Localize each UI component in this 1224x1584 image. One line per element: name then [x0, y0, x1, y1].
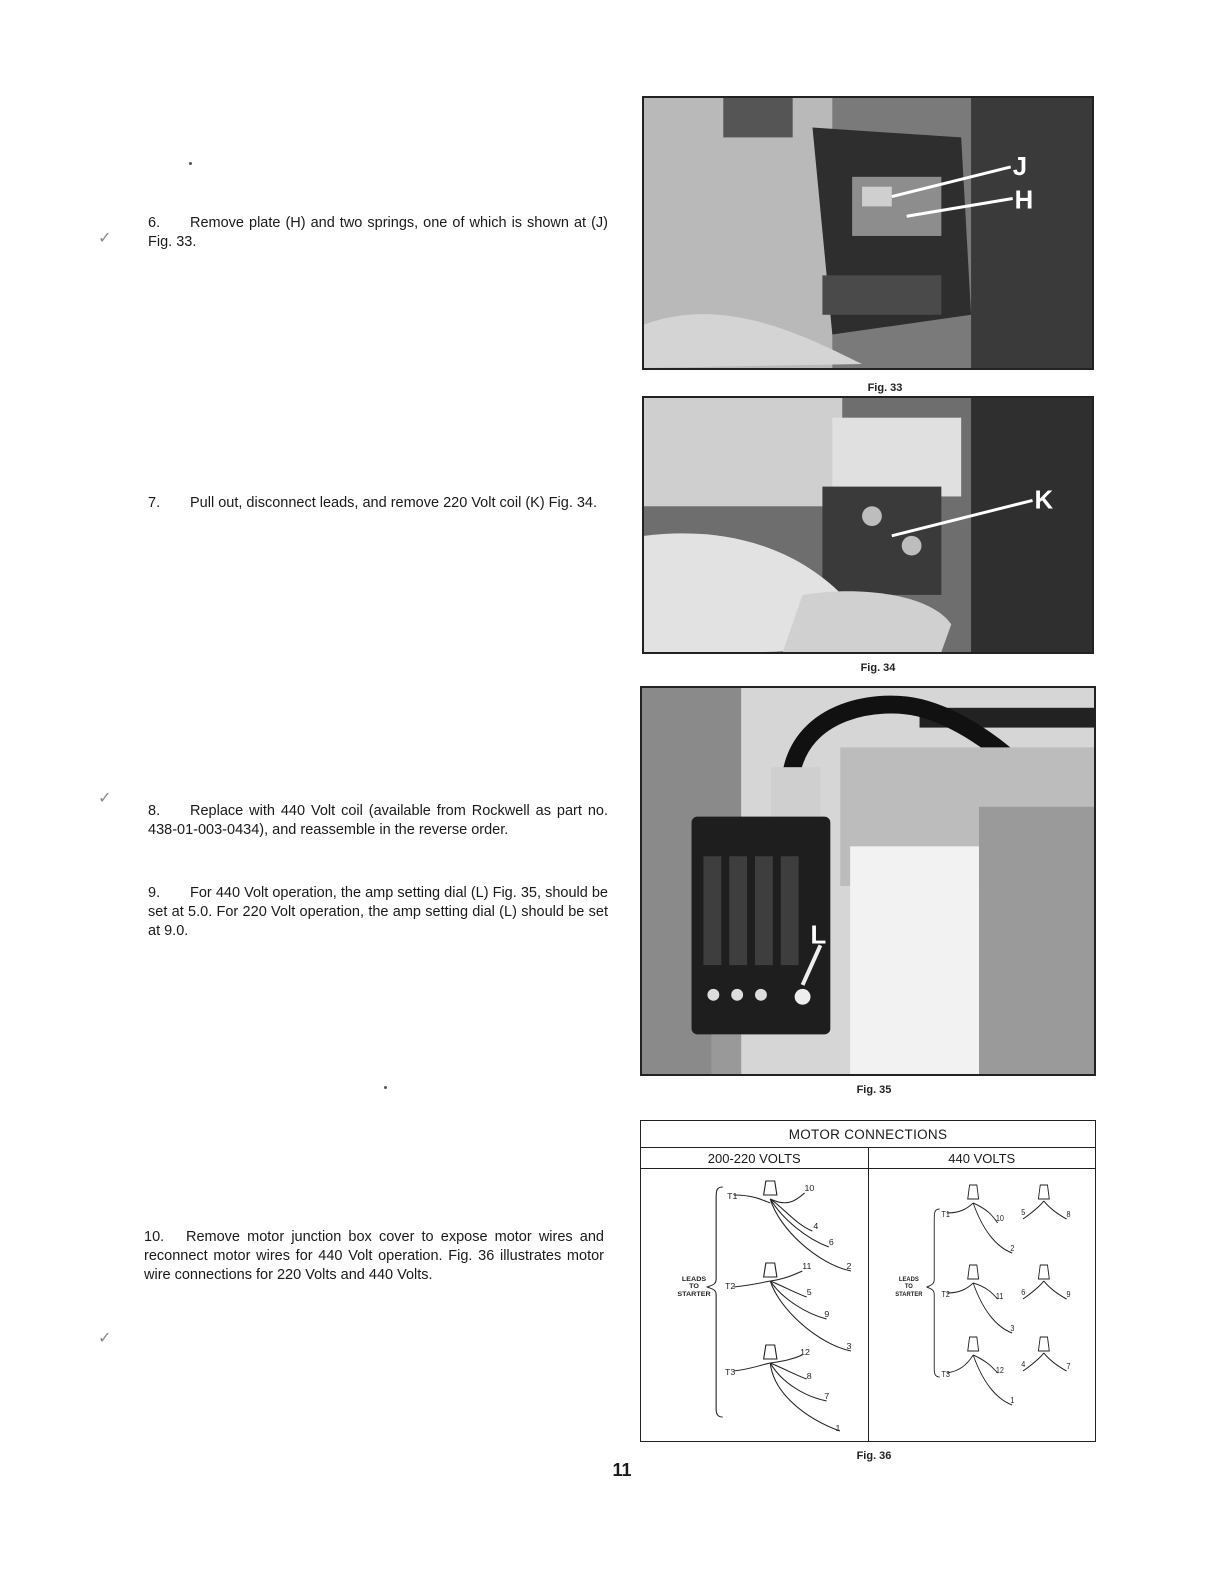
wire-label: 10 [995, 1213, 1004, 1224]
step-text: Pull out, disconnect leads, and remove 220 Volt coil (K) Fig. 34. [190, 495, 598, 511]
wire-label: 7 [824, 1391, 830, 1401]
wire-label: 8 [1066, 1209, 1071, 1220]
margin-check-mark: ✓ [98, 230, 112, 247]
wire-label: 6 [1020, 1287, 1025, 1298]
callout-k: K [1034, 486, 1054, 515]
wire-label: 4 [813, 1221, 819, 1231]
step-number: 9. [148, 885, 161, 901]
fig-34-caption: Fig. 34 [860, 662, 896, 674]
fig-34-photo [642, 396, 1094, 654]
callout-l: L [810, 921, 827, 950]
wire-label: T1 [940, 1209, 950, 1220]
wire-label: 2 [1009, 1243, 1014, 1254]
fig-33-caption: Fig. 33 [867, 382, 903, 394]
motor-connections-table [640, 1120, 1096, 1442]
leads-label: TO [689, 1283, 699, 1290]
wire-label: 10 [804, 1183, 815, 1193]
step-text: Remove plate (H) and two springs, one of which is shown at (J) Fig. 33. [148, 215, 608, 250]
step-9 [148, 884, 608, 941]
step-text: Replace with 440 Volt coil (available from Rockwell as part no. 438-01-003-0434), and reassemble in the reverse order. [148, 803, 608, 838]
wire-label: T2 [940, 1289, 950, 1300]
wire-label: T2 [724, 1281, 736, 1291]
stray-dot [189, 162, 192, 165]
step-number: 10. [144, 1229, 165, 1245]
wire-label: T3 [724, 1367, 736, 1377]
wire-label: 4 [1020, 1359, 1025, 1370]
wire-label: 1 [835, 1423, 841, 1433]
wire-label: 6 [828, 1237, 834, 1247]
column-header-220: 200-220 VOLTS [641, 1148, 869, 1168]
fig-35-caption: Fig. 35 [856, 1084, 892, 1096]
leads-label: STARTER [677, 1291, 711, 1298]
step-number: 8. [148, 803, 161, 819]
wire-label: 1 [1009, 1395, 1014, 1406]
step-text: Remove motor junction box cover to expose motor wires and reconnect motor wires for 440 Volt operation. Fig. 36 illustrates motor wire connections for 220 Volts and 440 Volts. [144, 1229, 604, 1283]
leads-label: TO [904, 1282, 913, 1291]
step-text: For 440 Volt operation, the amp setting dial (L) Fig. 35, should be set at 5.0. For 220 Volt operation, the amp setting dial (L) should be set at 9.0. [148, 885, 608, 939]
margin-check-mark: ✓ [98, 1330, 112, 1347]
leads-label: STARTER [894, 1290, 923, 1299]
fig-35-photo [640, 686, 1096, 1076]
wire-label: 12 [800, 1347, 810, 1357]
wire-label: 7 [1066, 1361, 1071, 1372]
page-number: 11 [612, 1460, 632, 1480]
wire-label: 5 [806, 1287, 812, 1297]
wiring-diagram-440 [869, 1169, 1096, 1441]
step-6 [148, 214, 608, 252]
step-7 [148, 494, 608, 513]
table-column-headers [641, 1148, 1095, 1169]
wire-label: 9 [824, 1309, 830, 1319]
wire-label: 2 [846, 1261, 852, 1271]
leads-label: LEADS [681, 1276, 707, 1283]
wiring-diagram-220 [641, 1169, 869, 1441]
fig-36-caption: Fig. 36 [856, 1450, 892, 1462]
wire-label: T1 [727, 1191, 738, 1201]
wire-label: 9 [1066, 1289, 1071, 1300]
callout-h: H [1014, 186, 1034, 215]
stray-dot [384, 1086, 387, 1089]
step-8 [148, 802, 608, 840]
step-number: 6. [148, 215, 161, 231]
table-body [641, 1169, 1095, 1441]
wire-label: 12 [995, 1365, 1004, 1376]
wire-label: 8 [806, 1371, 812, 1381]
margin-check-mark: ✓ [98, 790, 112, 807]
wire-label: 5 [1020, 1207, 1025, 1218]
wire-label: 3 [846, 1341, 852, 1351]
column-header-440: 440 VOLTS [948, 1150, 1016, 1166]
wire-label: 3 [1009, 1323, 1014, 1334]
wire-label: T3 [940, 1369, 950, 1380]
step-10 [144, 1228, 604, 1285]
leads-label: LEADS [898, 1275, 919, 1284]
wire-label: 11 [802, 1261, 812, 1271]
step-number: 7. [148, 495, 161, 511]
callout-j: J [1012, 152, 1028, 181]
wire-label: 11 [995, 1291, 1003, 1302]
table-title: MOTOR CONNECTIONS [641, 1121, 1095, 1148]
fig-33-photo [642, 96, 1094, 370]
